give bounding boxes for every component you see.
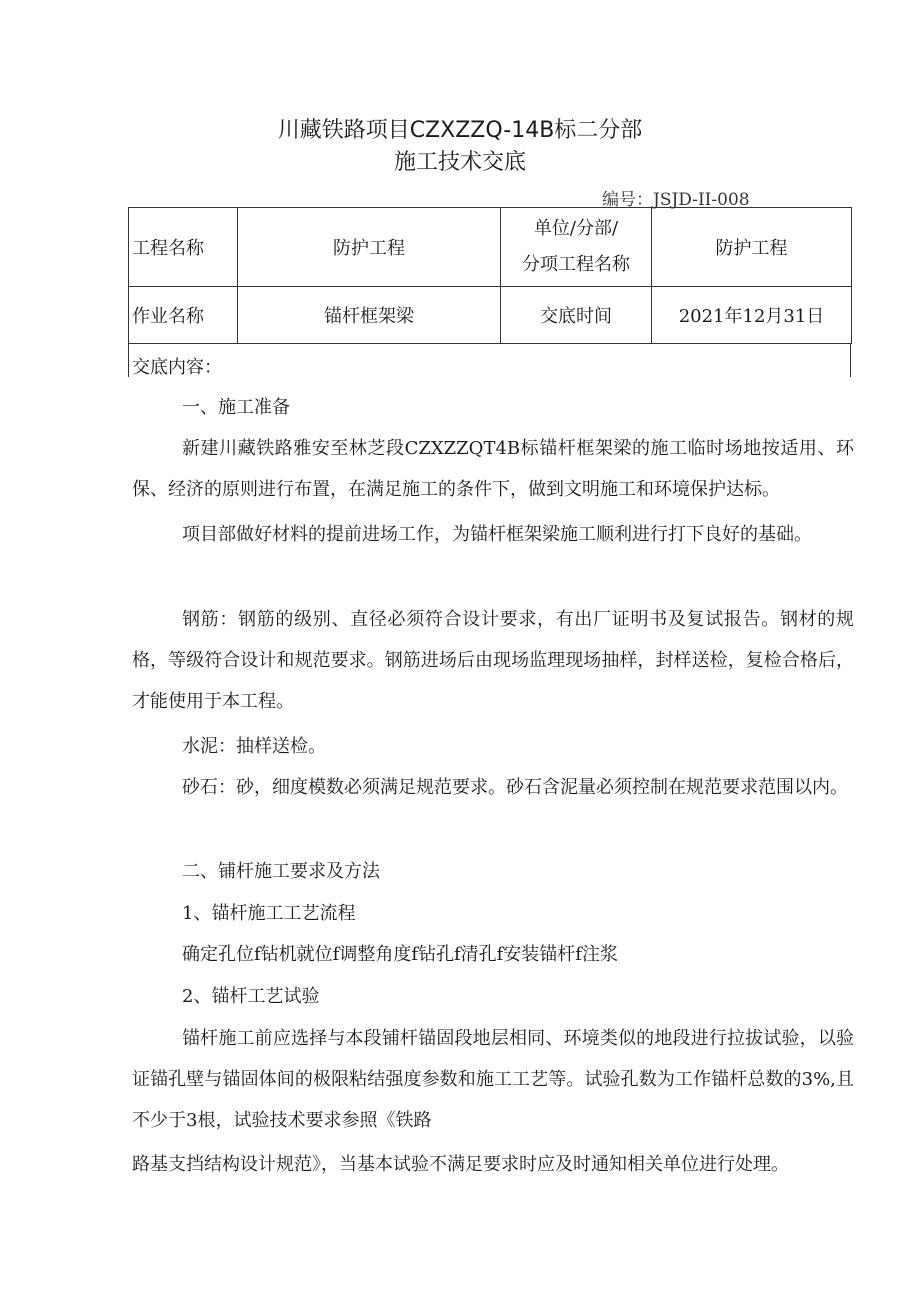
document-number: 编号：JSJD-II-008: [602, 190, 750, 210]
unit-value: 防护工程: [652, 208, 852, 287]
content-section-header: [128, 343, 851, 377]
paragraph-process-test-continued: 路基支挡结构设计规范》，当基本试验不满足要求时应及时通知相关单位进行处理。: [132, 1154, 789, 1175]
paragraph-process-flow: 确定孔位f钻机就位f调整角度f钻孔f清孔f安装锚杆f注浆: [182, 944, 618, 965]
document-subtitle: 施工技术交底: [393, 150, 526, 175]
content-label: 交底内容：: [132, 357, 222, 378]
unit-label-line2: 分项工程名称: [522, 254, 630, 275]
table-row: [129, 208, 852, 287]
paragraph-aggregate: 砂石：砂，细度模数必须满足规范要求。砂石含泥量必须控制在规范要求范围以内。: [182, 777, 848, 798]
subheading-process-flow: 1、锚杆施工工艺流程: [182, 903, 356, 924]
section-heading-preparation: 一、施工准备: [182, 397, 290, 418]
work-name-label: 作业名称: [129, 287, 238, 344]
unit-label: [501, 208, 652, 287]
paragraph-process-test: 锚杆施工前应选择与本段铺杆锚固段地层相同、环境类似的地段进行拉拔试验，以验证锚孔壁与锚固体间的极限粘结强度参数和施工工艺等。试验孔数为工作锚杆总数的3%,且不少于3根，试验技术要求参照《铁路: [132, 1028, 854, 1131]
section-heading-anchor: 二、铺杆施工要求及方法: [182, 861, 380, 882]
project-name-value: 防护工程: [238, 208, 501, 287]
handover-time-value: 2021年12月31日: [652, 287, 852, 344]
unit-label-line1: 单位/分部/: [533, 218, 619, 239]
paragraph-rebar: 钢筋：钢筋的级别、直径必须符合设计要求，有出厂证明书及复试报告。钢材的规格，等级符合设计和规范要求。钢筋进场后由现场监理现场抽样，封样送检，复检合格后，才能使用于本工程。: [132, 609, 854, 712]
paragraph-cement: 水泥：抽样送检。: [182, 736, 326, 757]
info-table: [128, 207, 852, 344]
paragraph-site-layout: 新建川藏铁路雅安至林芝段CZXZZQT4B标锚杆框架梁的施工临时场地按适用、环保、经济的原则进行布置，在满足施工的条件下，做到文明施工和环境保护达标。: [132, 438, 854, 500]
work-name-value: 锚杆框架梁: [238, 287, 501, 344]
table-row: [129, 287, 852, 344]
document-title: 川藏铁路项目CZXZZQ-14B标二分部: [277, 118, 643, 143]
subheading-process-test: 2、锚杆工艺试验: [182, 986, 320, 1007]
handover-time-label: 交底时间: [501, 287, 652, 344]
project-name-label: 工程名称: [129, 208, 238, 287]
paragraph-materials: 项目部做好材料的提前进场工作，为锚杆框架梁施工顺利进行打下良好的基础。: [182, 524, 812, 545]
